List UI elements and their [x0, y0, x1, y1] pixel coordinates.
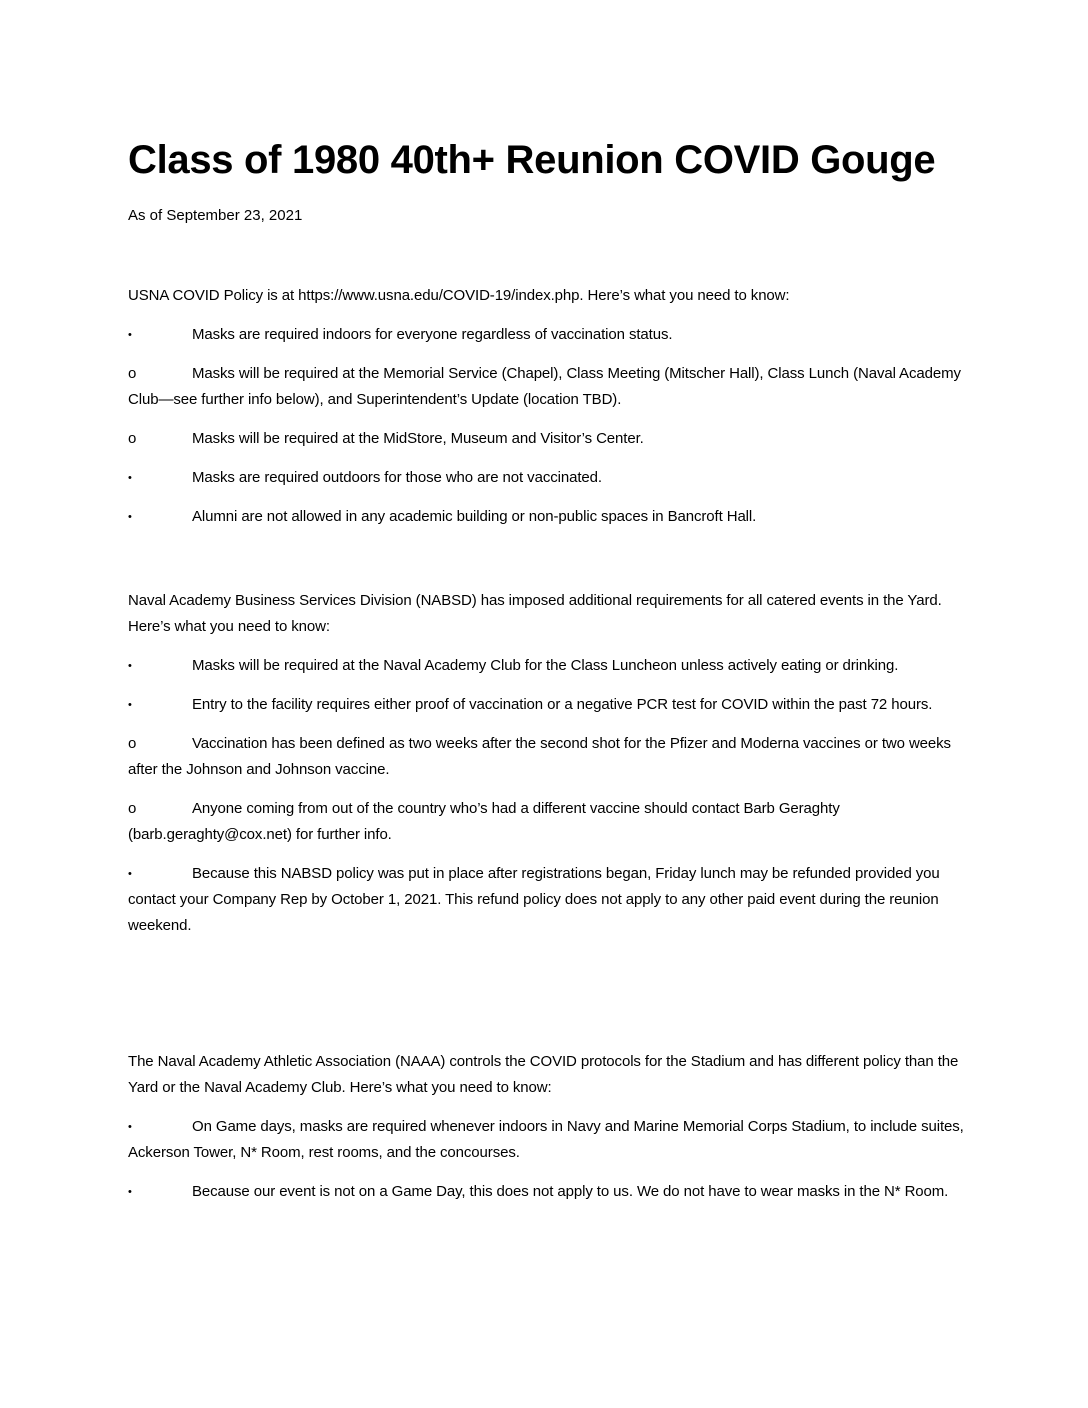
section-usna-policy — [128, 283, 968, 543]
list-item — [128, 692, 968, 718]
list-item-text: Anyone coming from out of the country who’s had a different vaccine should contact Barb Geraghty (barb.geraghty@cox.net) for further info. — [128, 800, 840, 843]
section-naaa-policy — [128, 1049, 968, 1218]
bullet-marker: • — [128, 868, 132, 880]
sub-bullet-marker: o — [128, 430, 137, 447]
list-item-text: Entry to the facility requires either proof of vaccination or a negative PCR test for COVID within the past 72 hours. — [192, 696, 933, 713]
list-item — [128, 465, 968, 491]
list-item — [128, 861, 968, 939]
list-item-text: Because this NABSD policy was put in place after registrations began, Friday lunch may be refunded provided you contact your Company Rep by October 1, 2021. This refund policy does not apply to any other paid event during the reunion weekend. — [128, 865, 940, 934]
document-title: Class of 1980 40th+ Reunion COVID Gouge — [128, 138, 936, 182]
section-intro: Naval Academy Business Services Division (NABSD) has imposed additional requirements for all catered events in the Yard. Here’s what you need to know: — [128, 592, 942, 635]
list-item — [128, 361, 968, 413]
sub-bullet-marker: o — [128, 735, 137, 752]
bullet-marker: • — [128, 472, 132, 484]
bullet-marker: • — [128, 511, 132, 523]
list-item — [128, 653, 968, 679]
list-item-text: Alumni are not allowed in any academic building or non-public spaces in Bancroft Hall. — [192, 508, 757, 525]
list-item-text: Masks will be required at the Naval Academy Club for the Class Luncheon unless actively eating or drinking. — [192, 657, 899, 674]
bullet-marker: • — [128, 699, 132, 711]
bullet-marker: • — [128, 1121, 132, 1133]
bullet-marker: • — [128, 329, 132, 341]
sub-bullet-marker: o — [128, 365, 137, 382]
bullet-marker: • — [128, 1186, 132, 1198]
list-item-text: Vaccination has been defined as two weeks after the second shot for the Pfizer and Moderna vaccines or two weeks after the Johnson and Johnson vaccine. — [128, 735, 951, 778]
section-intro: USNA COVID Policy is at https://www.usna.edu/COVID-19/index.php. Here’s what you need to know: — [128, 287, 790, 304]
list-item — [128, 731, 968, 783]
sub-bullet-marker: o — [128, 800, 137, 817]
document-date: As of September 23, 2021 — [128, 207, 303, 224]
list-item — [128, 426, 968, 452]
section-intro: The Naval Academy Athletic Association (NAAA) controls the COVID protocols for the Stadium and has different policy than the Yard or the Naval Academy Club. Here’s what you need to know: — [128, 1053, 959, 1096]
list-item-text: Because our event is not on a Game Day, this does not apply to us. We do not have to wear masks in the N* Room. — [192, 1183, 949, 1200]
list-item — [128, 1179, 968, 1205]
bullet-marker: • — [128, 660, 132, 672]
list-item-text: On Game days, masks are required whenever indoors in Navy and Marine Memorial Corps Stadium, to include suites, Ackerson Tower, N* Room, rest rooms, and the concourses. — [128, 1118, 964, 1161]
list-item — [128, 796, 968, 848]
list-item-text: Masks will be required at the MidStore, Museum and Visitor’s Center. — [192, 430, 644, 447]
section-nabsd-policy — [128, 588, 968, 952]
list-item — [128, 1114, 968, 1166]
list-item-text: Masks are required outdoors for those who are not vaccinated. — [192, 469, 602, 486]
list-item-text: Masks will be required at the Memorial Service (Chapel), Class Meeting (Mitscher Hall), Class Lunch (Naval Academy Club—see further info below), and Superintendent’s Update (location TBD). — [128, 365, 961, 408]
list-item — [128, 504, 968, 530]
list-item — [128, 322, 968, 348]
list-item-text: Masks are required indoors for everyone regardless of vaccination status. — [192, 326, 673, 343]
